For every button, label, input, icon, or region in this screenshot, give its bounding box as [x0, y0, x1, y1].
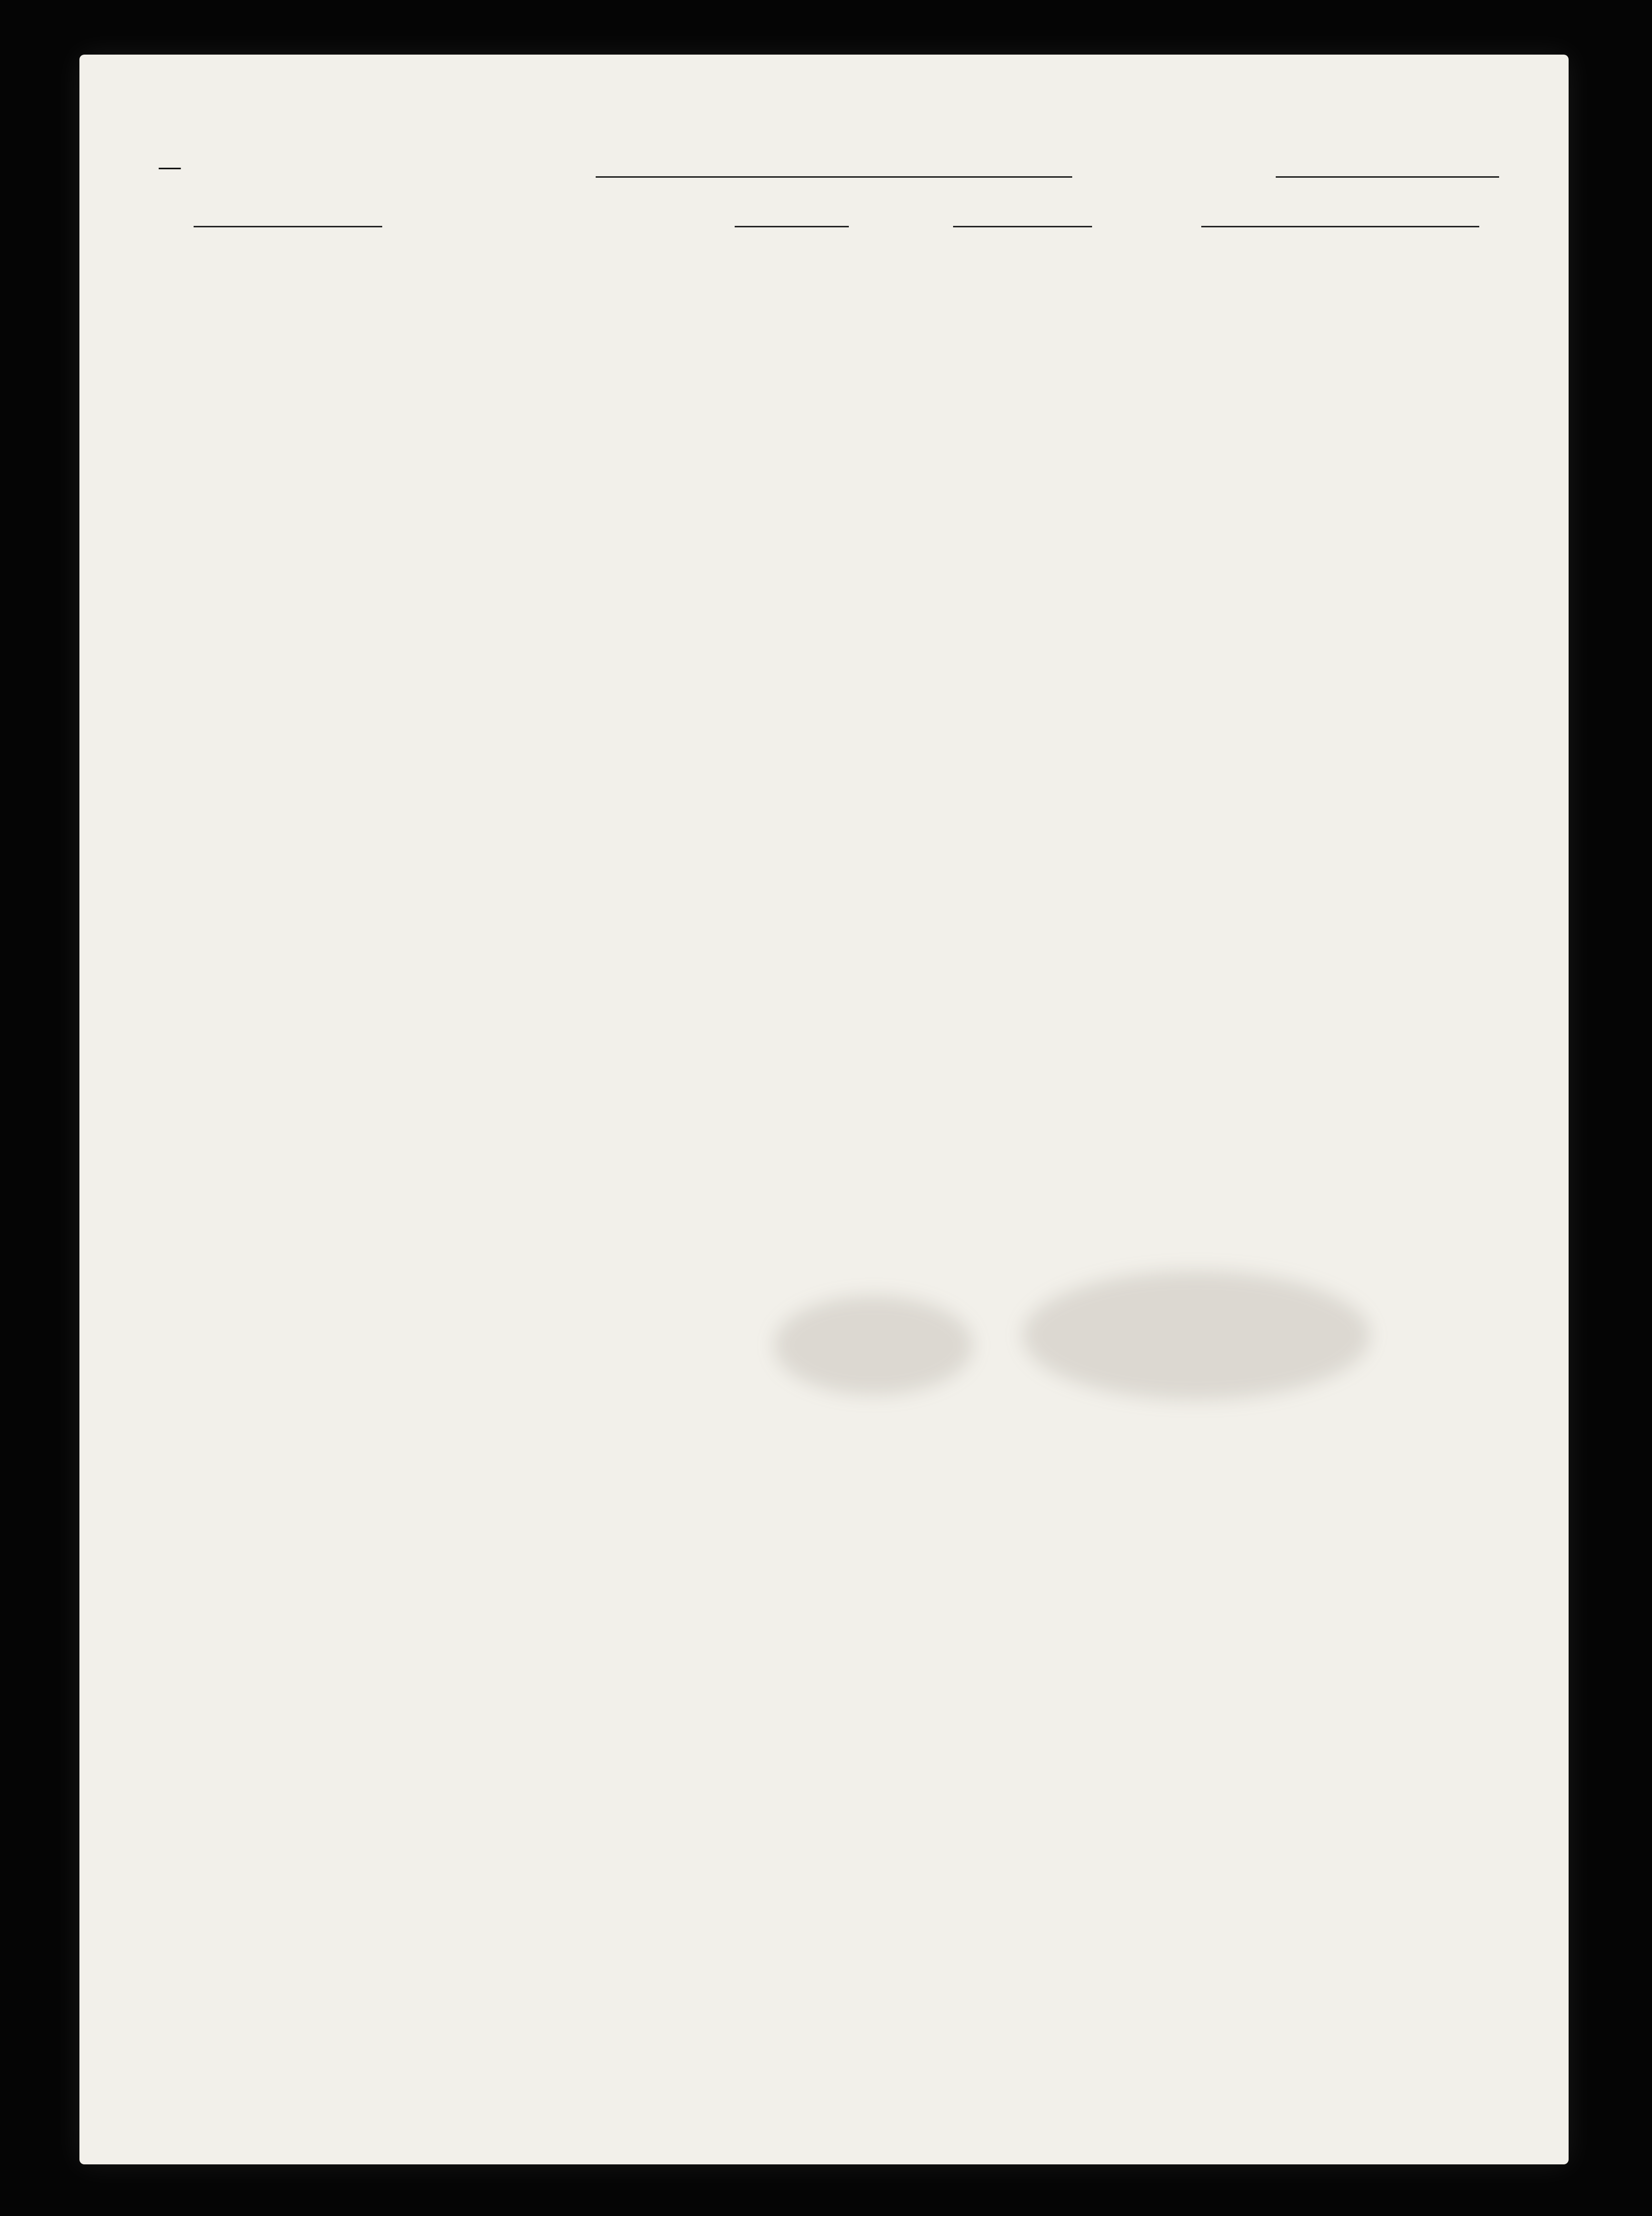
col-color-header	[665, 288, 695, 387]
col-illiterate-header	[1234, 253, 1263, 382]
census-page	[79, 55, 1569, 2164]
header-line-1: —	[159, 154, 181, 179]
table-grid	[79, 55, 1569, 2164]
col-estate-header	[938, 271, 973, 390]
col-married-header	[1184, 251, 1209, 380]
col-sex-header	[630, 338, 650, 387]
col-age-header	[591, 338, 611, 387]
col-families-header	[194, 211, 228, 360]
col-dwelling-header	[154, 211, 189, 360]
